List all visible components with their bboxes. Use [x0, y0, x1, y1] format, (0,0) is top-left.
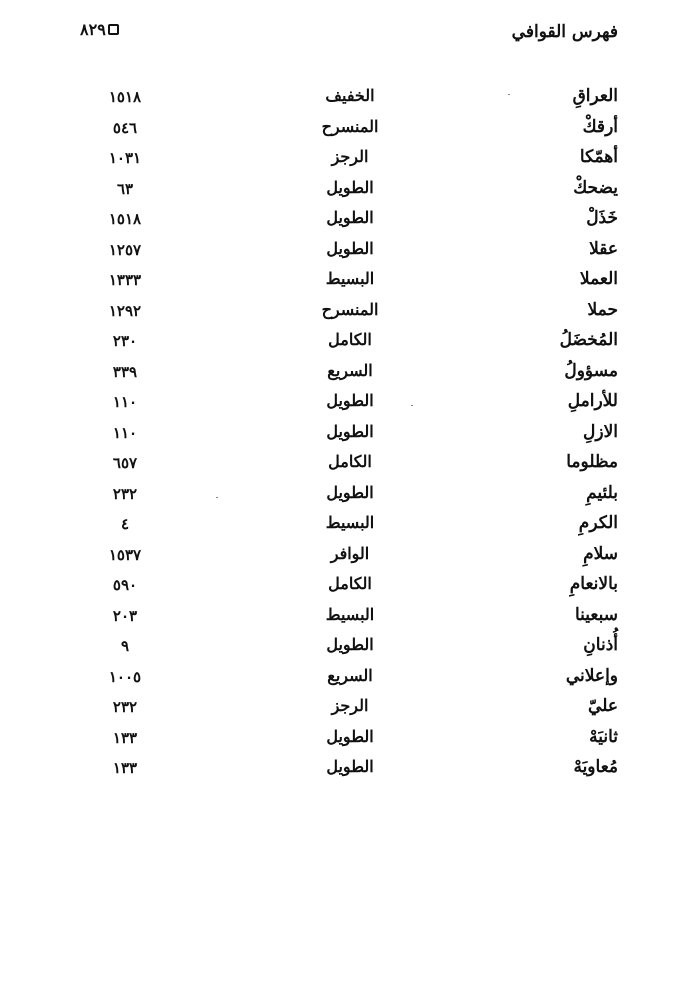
- table-row: [0, 361, 700, 392]
- rhyme-word: أهمّكا: [579, 147, 618, 167]
- table-row: [0, 727, 700, 758]
- rhyme-word: سلامِ: [583, 543, 618, 564]
- rhyme-word: الازلِ: [583, 421, 618, 442]
- rhyme-word: المُخضَلُ: [559, 330, 618, 350]
- rhyme-word: بلئيمِ: [586, 482, 618, 503]
- table-row: [0, 513, 700, 544]
- table-row: [0, 605, 700, 636]
- meter-name: البسيط: [325, 269, 375, 288]
- table-row: [0, 239, 700, 270]
- page-reference: ١٥١٨: [108, 88, 142, 106]
- page-number: [80, 20, 119, 39]
- table-row: [0, 86, 700, 117]
- page-reference: ٢٣٠: [112, 332, 138, 350]
- meter-name: الوافر: [330, 543, 370, 563]
- page-number-text: ٨٢٩: [80, 20, 106, 39]
- square-icon: [108, 24, 119, 35]
- page-reference: ١٢٩٢: [108, 301, 142, 320]
- table-row: [0, 300, 700, 331]
- rhyme-word: الكرمِ: [578, 513, 618, 533]
- meter-name: الطويل: [326, 391, 374, 410]
- meter-name: الكامل: [328, 574, 372, 593]
- page-reference: ٦٥٧: [112, 454, 138, 472]
- table-row: [0, 208, 700, 239]
- table-row: [0, 757, 700, 788]
- meter-name: الخفيف: [325, 86, 375, 105]
- rhyme-word: العملا: [579, 269, 618, 289]
- meter-name: الطويل: [326, 635, 374, 654]
- rhyme-word: وإعلاني: [565, 665, 618, 686]
- table-row: [0, 574, 700, 605]
- rhyme-word: للأراملِ: [567, 391, 618, 411]
- rhyme-word: ثانيَهْ: [589, 726, 618, 747]
- table-row: [0, 269, 700, 300]
- page-reference: ٥٤٦: [112, 118, 138, 137]
- page-reference: ٤: [120, 515, 130, 533]
- meter-name: السريع: [327, 360, 373, 380]
- paper-speck: [411, 405, 413, 406]
- page-reference: ٩: [120, 637, 130, 655]
- table-row: [0, 666, 700, 697]
- meter-name: المنسرح: [321, 299, 379, 319]
- page-reference: ١١٠: [112, 393, 138, 411]
- rhyme-word: سبعينا: [574, 604, 618, 625]
- page-reference: ١٥٣٧: [108, 545, 142, 564]
- meter-name: الطويل: [326, 177, 374, 197]
- meter-name: الطويل: [326, 726, 374, 746]
- rhyme-index-table: [0, 86, 700, 788]
- page-reference: ١٠٣١: [108, 149, 142, 167]
- table-row: [0, 147, 700, 178]
- page-reference: ٥٩٠: [112, 576, 138, 594]
- table-row: [0, 696, 700, 727]
- rhyme-word: مسؤولُ: [564, 360, 618, 381]
- page-reference: ٦٣: [116, 179, 134, 198]
- meter-name: الرجز: [331, 696, 369, 715]
- meter-name: الكامل: [328, 452, 372, 471]
- rhyme-word: خَذَلْ: [586, 208, 618, 228]
- rhyme-word: العراقِ: [572, 86, 618, 106]
- table-row: [0, 635, 700, 666]
- page-reference: ١٥١٨: [108, 210, 142, 228]
- page-reference: ٢٣٢: [112, 484, 138, 503]
- meter-name: الطويل: [326, 757, 374, 776]
- meter-name: المنسرح: [321, 116, 379, 136]
- rhyme-word: أرقكْ: [582, 116, 618, 137]
- table-row: [0, 422, 700, 453]
- meter-name: البسيط: [325, 513, 375, 532]
- page-title: فهرس القوافي: [511, 22, 618, 42]
- meter-name: الطويل: [326, 208, 374, 227]
- meter-name: السريع: [327, 665, 373, 685]
- rhyme-word: يضحكْ: [573, 177, 618, 198]
- rhyme-word: بالانعامِ: [569, 574, 618, 594]
- rhyme-word: مظلوما: [566, 452, 618, 472]
- page-reference: ١٠٠٥: [108, 667, 142, 686]
- rhyme-word: مُعاويَهْ: [573, 757, 618, 777]
- table-row: [0, 117, 700, 148]
- page-reference: ١١٠: [112, 423, 138, 442]
- page-reference: ٣٣٩: [112, 362, 138, 381]
- table-row: [0, 178, 700, 209]
- meter-name: البسيط: [325, 604, 375, 624]
- table-row: [0, 391, 700, 422]
- meter-name: الطويل: [326, 482, 374, 502]
- meter-name: الطويل: [326, 238, 374, 258]
- page-reference: ١٣٣٣: [108, 271, 142, 289]
- meter-name: الكامل: [328, 330, 372, 349]
- table-row: [0, 330, 700, 361]
- page-reference: ١٣٣: [112, 728, 138, 747]
- table-row: [0, 544, 700, 575]
- rhyme-word: عليّ: [588, 696, 618, 716]
- table-row: [0, 452, 700, 483]
- paper-speck: [508, 94, 510, 95]
- rhyme-word: حملا: [587, 299, 618, 320]
- meter-name: الطويل: [326, 421, 374, 441]
- rhyme-word: أُذنانِ: [583, 635, 618, 655]
- meter-name: الرجز: [331, 147, 369, 166]
- table-row: [0, 483, 700, 514]
- paper-speck: [216, 497, 218, 498]
- page-reference: ١٢٥٧: [108, 240, 142, 259]
- rhyme-word: عقلا: [589, 238, 618, 259]
- page-reference: ١٣٣: [112, 759, 138, 777]
- page-reference: ٢٠٣: [112, 606, 138, 625]
- page-reference: ٢٣٢: [112, 698, 138, 716]
